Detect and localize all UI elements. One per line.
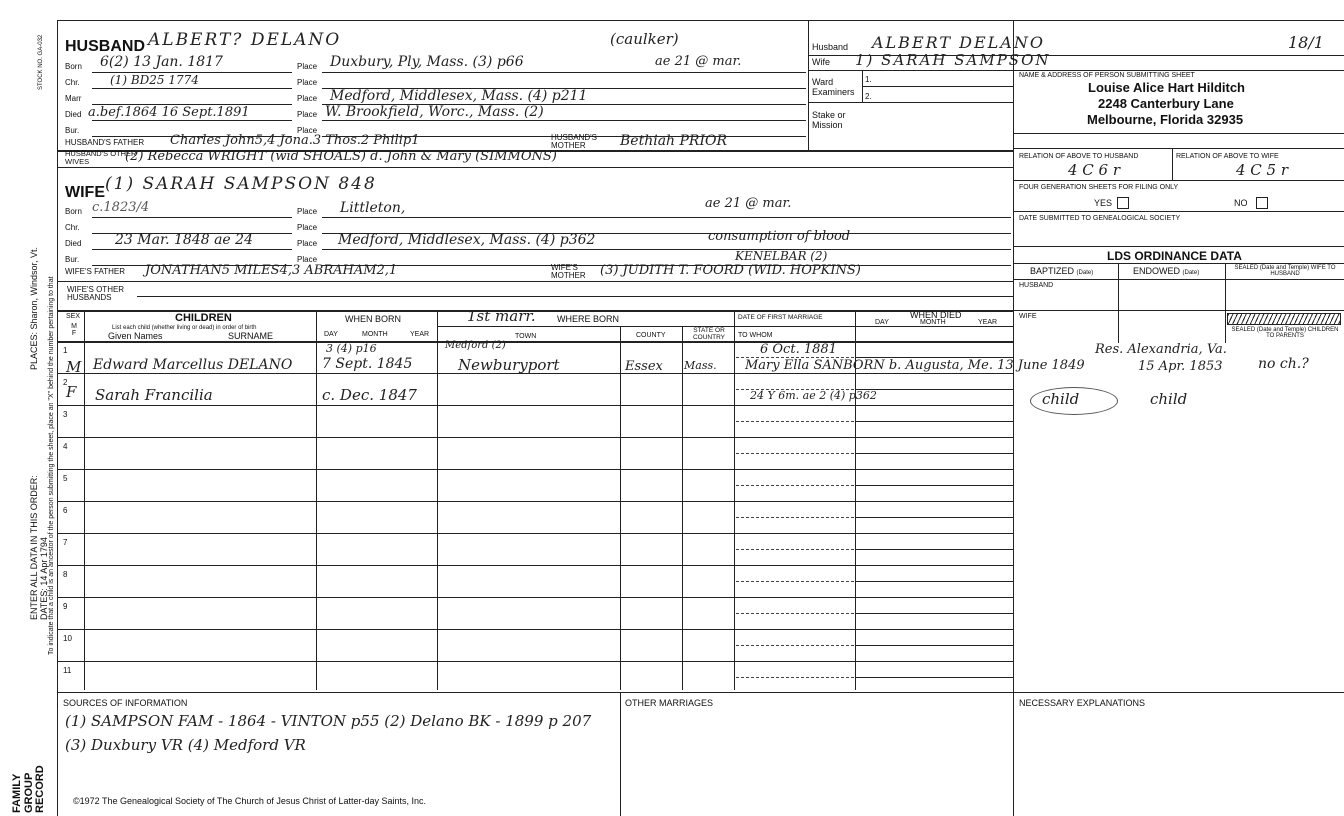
enter-order-note: ENTER ALL DATA IN THIS ORDER: (29, 475, 39, 620)
sources-line-1: (1) SAMPSON FAM - 1864 - VINTON p55 (2) Delano BK - 1899 p 207 (65, 712, 592, 730)
sources-label: SOURCES OF INFORMATION (63, 698, 188, 708)
row-number: 5 (63, 474, 68, 483)
husband-born-place: Duxbury, Ply, Mass. (3) p66 (330, 54, 524, 70)
necessary-explanations-label: NECESSARY EXPLANATIONS (1019, 698, 1146, 708)
row-number: 7 (63, 538, 68, 547)
lds-husband-row: HUSBAND (1019, 282, 1054, 289)
child-died-note: 24 Y 6m. ae 2 (4) p362 (750, 389, 877, 402)
right-wife-label: Wife (812, 57, 830, 67)
ward-num-2: 2. (865, 92, 872, 101)
first-marriage-note: 1st marr. (467, 307, 536, 325)
right-husband-name: ALBERT DELANO (872, 33, 1045, 52)
wife-died-label: Died (65, 239, 82, 248)
mission-label: Mission (812, 120, 843, 130)
yes-checkbox[interactable] (1117, 197, 1129, 209)
died-year-label: YEAR (978, 319, 998, 326)
row-number: 3 (63, 410, 68, 419)
husband-father-label: HUSBAND'S FATHER (65, 138, 145, 147)
given-names-label: Given Names (108, 331, 163, 341)
wife-died-place: Medford, Middlesex, Mass. (4) p362 (338, 232, 596, 248)
husband-father: Charles John5,4 Jona.3 Thos.2 Philip1 (170, 133, 420, 148)
relation-wife-label: RELATION OF ABOVE TO WIFE (1176, 153, 1279, 160)
wife-bur-place-label: Place (297, 255, 318, 264)
wife-mother-label: WIFE'S MOTHER (551, 263, 586, 280)
husband-other-wives: (2) Rebecca WRIGHT (wid SHOALS) d. John & Mary (SIMMONS) (125, 149, 557, 164)
row-number: 2 (63, 378, 68, 387)
wife-died-date: 23 Mar. 1848 ae 24 (115, 232, 253, 248)
husband-born-age: ae 21 @ mar. (655, 54, 742, 69)
husband-marr-place: Medford, Middlesex, Mass. (4) p211 (330, 88, 588, 104)
page-number: 18/1 (1288, 33, 1324, 52)
child-born: 7 Sept. 1845 (322, 356, 413, 372)
children-list-note: List each child (whether living or dead) in order of birth (112, 325, 257, 331)
child-name: Edward Marcellus DELANO (93, 357, 293, 373)
wife-died-place-label: Place (297, 239, 318, 248)
child-died-note: Res. Alexandria, Va. (1095, 342, 1227, 357)
wife-born-age: ae 21 @ mar. (705, 196, 792, 211)
wife-chr-place-label: Place (297, 223, 318, 232)
wife-father: JONATHAN5 MILES4,3 ABRAHAM2,1 (145, 263, 398, 278)
row-number: 1 (63, 346, 68, 355)
ward-label: Ward (812, 77, 834, 87)
right-wife-name: 1) SARAH SAMPSON (855, 51, 1051, 69)
wife-bur-label: Bur. (65, 255, 80, 264)
died-month-label: MONTH (920, 319, 946, 326)
lds-hatched-box (1227, 313, 1341, 325)
examiners-label: Examiners (812, 87, 855, 97)
husband-marr-label: Marr (65, 94, 82, 103)
state-label: STATE OR COUNTRY (692, 327, 726, 341)
lds-sealed-wife: SEALED (Date and Temple) WIFE TO HUSBAND (1234, 265, 1336, 277)
submitter-name: Louise Alice Hart Hilditch (1088, 80, 1245, 95)
husband-born-label: Born (65, 62, 82, 71)
town-label: TOWN (515, 333, 537, 340)
husband-mother: Bethiah PRIOR (620, 133, 728, 149)
row-number: 4 (63, 442, 68, 451)
wife-other-husbands-label: WIFE'S OTHER HUSBANDS (67, 285, 125, 302)
relation-husband-label: RELATION OF ABOVE TO HUSBAND (1019, 153, 1139, 160)
wife-heading: WIFE (65, 184, 105, 201)
first-marriage-label: DATE OF FIRST MARRIAGE (738, 314, 823, 321)
wife-cause-of-death: consumption of blood (708, 229, 851, 244)
relation-husband-value: 4 C 6 r (1068, 161, 1121, 179)
husband-chr-label: Chr. (65, 78, 80, 87)
mf-label: M F (71, 323, 77, 337)
child-extra: no ch.? (1258, 356, 1309, 372)
husband-name: ALBERT? DELANO (148, 30, 342, 50)
born-year-label: YEAR (410, 331, 430, 338)
surname-label: SURNAME (228, 331, 274, 341)
husband-heading: HUSBAND (65, 38, 145, 55)
child-spouse: Mary Ella SANBORN b. Augusta, Me. 13 June 1849 (745, 358, 1085, 373)
stake-label: Stake or (812, 110, 846, 120)
other-marriages-label: OTHER MARRIAGES (625, 698, 714, 708)
wife-born-label: Born (65, 207, 82, 216)
husband-born-place-label: Place (297, 62, 318, 71)
child-town-note: Medford (2) (445, 340, 506, 351)
sex-label: SEX (66, 313, 81, 320)
wife-chr-label: Chr. (65, 223, 80, 232)
child-sex: M (66, 358, 82, 376)
wife-born-date: c.1823/4 (92, 200, 150, 215)
wife-kenelbar: KENELBAR (2) (735, 249, 828, 263)
died-day-label: DAY (875, 319, 889, 326)
submitter-city: Melbourne, Florida 32935 (1087, 112, 1244, 127)
husband-bur-place-label: Place (297, 126, 318, 135)
wife-name: (1) SARAH SAMPSON 848 (105, 174, 377, 194)
right-husband-label: Husband (812, 42, 849, 52)
submitter-label: NAME & ADDRESS OF PERSON SUBMITTING SHEET (1019, 72, 1195, 79)
relation-wife-value: 4 C 5 r (1236, 161, 1289, 179)
row-number: 6 (63, 506, 68, 515)
no-label: NO (1234, 198, 1248, 208)
husband-mother-label: HUSBAND'S MOTHER (551, 133, 597, 150)
where-born-label: WHERE BORN (557, 314, 620, 324)
born-day-label: DAY (324, 331, 338, 338)
date-submitted-label: DATE SUBMITTED TO GENEALOGICAL SOCIETY (1019, 215, 1181, 222)
husband-died-label: Died (65, 110, 82, 119)
lds-sealed-children: SEALED (Date and Temple) CHILDREN TO PARENTS (1231, 327, 1339, 339)
places-note: PLACES: Sharon, Windsor, Vt. (29, 246, 39, 370)
to-whom-label: TO WHOM (738, 332, 773, 339)
stock-number: STOCK NO. GA-032 (38, 34, 44, 90)
child-extra: child (1150, 390, 1188, 408)
when-born-label: WHEN BORN (345, 314, 401, 324)
child-sex: F (66, 383, 77, 401)
husband-died-place-label: Place (297, 110, 318, 119)
husband-born-date: 6(2) 13 Jan. 1817 (100, 54, 223, 70)
wife-born-place-label: Place (297, 207, 318, 216)
row-number: 8 (63, 570, 68, 579)
lds-wife-row: WIFE (1019, 313, 1037, 320)
row-number: 10 (63, 634, 72, 643)
child-died: child (1042, 390, 1080, 408)
husband-chr-date: (1) BD25 1774 (110, 73, 199, 87)
child-born-note: 3 (4) p16 (326, 342, 377, 355)
child-born: c. Dec. 1847 (322, 386, 417, 404)
when-died-label: WHEN DIED (910, 310, 962, 320)
no-checkbox[interactable] (1256, 197, 1268, 209)
husband-other-wives-label: HUSBAND'S OTHER WIVES (65, 149, 137, 166)
lds-endowed: ENDOWED (Date) (1133, 266, 1200, 276)
dates-example: DATES: 14 Apr 1794 (39, 537, 49, 620)
child-state: Mass. (684, 359, 717, 372)
child-marriage-date: 6 Oct. 1881 (760, 342, 837, 357)
ancestor-note: To indicate that a child is an ancestor of the person submitting the sheet, place an "X" behind the number pertaining to that (48, 276, 55, 655)
wife-born-place: Littleton, (340, 200, 406, 216)
husband-bur-label: Bur. (65, 126, 80, 135)
child-died: 15 Apr. 1853 (1138, 359, 1223, 374)
row-number: 9 (63, 602, 68, 611)
lds-title: LDS ORDINANCE DATA (1107, 249, 1242, 263)
form-name: FAMILY GROUP RECORD (11, 765, 47, 813)
sources-line-2: (3) Duxbury VR (4) Medford VR (65, 736, 306, 754)
husband-marr-place-label: Place (297, 94, 318, 103)
children-label: CHILDREN (175, 312, 232, 324)
ward-num-1: 1. (865, 75, 872, 84)
yes-label: YES (1094, 198, 1113, 208)
submitter-street: 2248 Canterbury Lane (1098, 96, 1234, 111)
husband-chr-place-label: Place (297, 78, 318, 87)
county-label: COUNTY (636, 332, 666, 339)
husband-occupation: (caulker) (610, 30, 679, 48)
wife-father-label: WIFE'S FATHER (65, 267, 126, 276)
copyright-text: ©1972 The Genealogical Society of The Church of Jesus Christ of Latter-day Saints, Inc. (73, 796, 426, 806)
four-gen-label: FOUR GENERATION SHEETS FOR FILING ONLY (1019, 184, 1179, 191)
child-town: Newburyport (458, 356, 560, 374)
husband-died-date: a.bef.1864 16 Sept.1891 (88, 105, 250, 120)
wife-mother: (3) JUDITH T. FOORD (WID. HOPKINS) (600, 263, 861, 278)
lds-baptized: BAPTIZED (Date) (1030, 266, 1094, 276)
husband-died-place: W. Brookfield, Worc., Mass. (2) (325, 104, 544, 120)
child-county: Essex (625, 359, 663, 374)
born-month-label: MONTH (362, 331, 388, 338)
row-number: 11 (63, 666, 72, 675)
child-name: Sarah Francilia (95, 386, 213, 404)
